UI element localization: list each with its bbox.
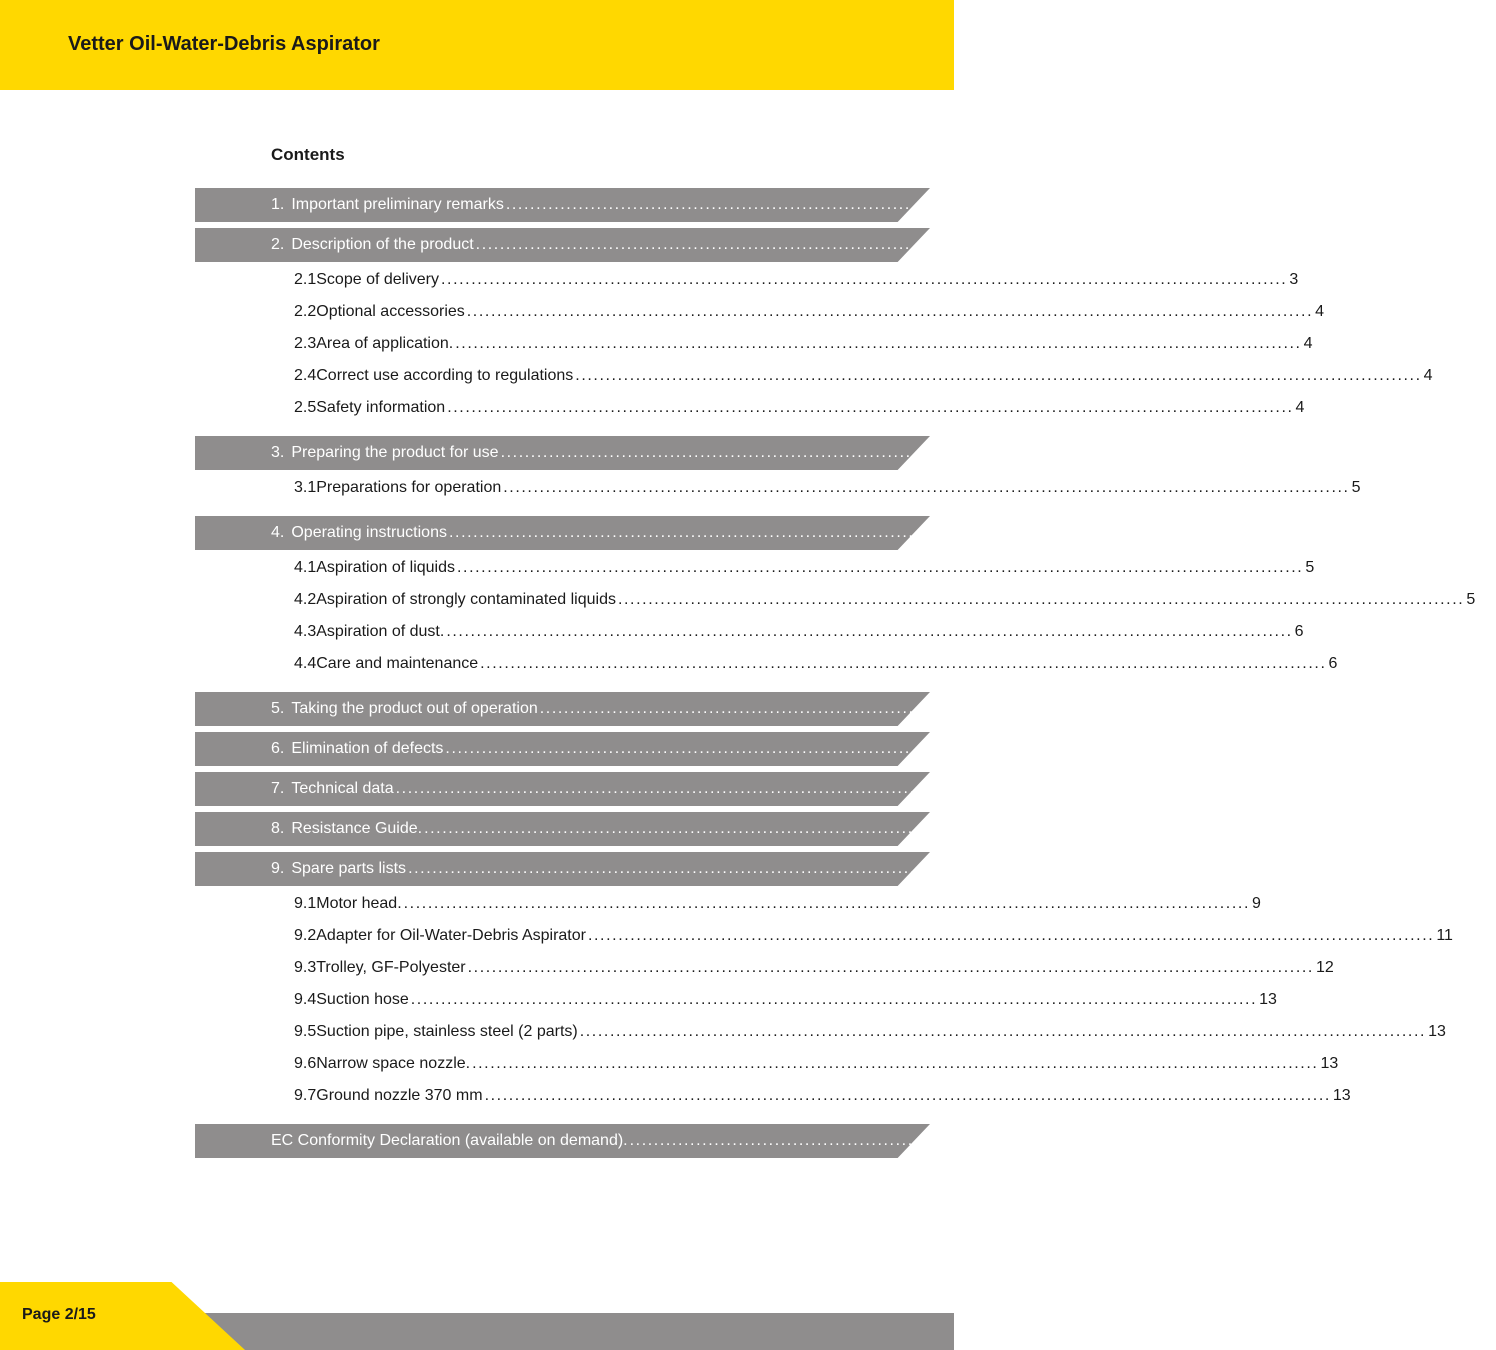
page-number: Page 2/15 xyxy=(22,1306,96,1323)
toc-entry-number: 9.1 xyxy=(294,895,317,912)
dot-leader: ............................................................................................................................................ xyxy=(447,399,1294,416)
toc-entry-page: 5 xyxy=(1466,591,1476,608)
toc-entry-page: 4 xyxy=(1423,367,1433,384)
toc-entry-line xyxy=(294,616,1304,648)
toc-entry-title: Aspiration of dust. xyxy=(316,623,445,640)
toc-entry-title: Spare parts lists xyxy=(291,860,407,877)
toc-entry-title: Care and maintenance xyxy=(316,655,479,672)
toc-entry-line xyxy=(271,436,1358,470)
toc-entry-line xyxy=(271,692,1397,726)
toc-entry-number: 2. xyxy=(271,236,285,253)
toc-entry-line xyxy=(271,812,1282,846)
dot-leader: ............................................................................................................................................ xyxy=(503,479,1350,496)
toc-entry-line xyxy=(294,360,1433,392)
toc-entry-line xyxy=(294,584,1476,616)
toc-entry-number: 9.4 xyxy=(294,991,317,1008)
toc-entry-line xyxy=(294,920,1453,952)
dot-leader: ............................................................................................................................................ xyxy=(500,444,1347,461)
toc-entry-page: 3 xyxy=(1289,271,1299,288)
toc-entry-number: 9.5 xyxy=(294,1023,317,1040)
toc-entry-line xyxy=(271,228,1333,262)
toc-entry-page: 12 xyxy=(1315,959,1334,976)
dot-leader: ............................................................................................................................................ xyxy=(445,740,1292,757)
toc-entry-page: 13 xyxy=(1320,1055,1339,1072)
dot-leader: ............................................................................................................................................ xyxy=(629,1132,1476,1149)
toc-entry-number: 4.4 xyxy=(294,655,317,672)
dot-leader: ............................................................................................................................................ xyxy=(587,927,1435,944)
toc-entry-number: 2.5 xyxy=(294,399,317,416)
toc-entry-number: 9.7 xyxy=(294,1087,317,1104)
dot-leader: ............................................................................................................................................ xyxy=(440,271,1288,288)
toc-entry-number: 4.3 xyxy=(294,623,317,640)
toc-entry-page: 5 xyxy=(1305,559,1315,576)
toc-entry-line xyxy=(271,852,1266,886)
toc-entry-page: 13 xyxy=(1332,1087,1351,1104)
toc-entry-title: Narrow space nozzle. xyxy=(316,1055,471,1072)
toc-entry-line xyxy=(294,1048,1339,1080)
dot-leader: ............................................................................................................................................ xyxy=(480,655,1327,672)
toc-entry-number: 3. xyxy=(271,444,285,461)
dot-leader: ............................................................................................................................................ xyxy=(457,559,1304,576)
toc-entry-number: 8. xyxy=(271,820,285,837)
dot-leader: ............................................................................................................................................ xyxy=(617,591,1465,608)
dot-leader: ............................................................................................................................................ xyxy=(403,895,1250,912)
toc-entry-number: 4.1 xyxy=(294,559,317,576)
contents-heading: Contents xyxy=(271,145,345,164)
toc-entry-title: Safety information xyxy=(316,399,446,416)
toc-entry-title: Suction pipe, stainless steel (2 parts) xyxy=(316,1023,578,1040)
dot-leader: ............................................................................................................................................ xyxy=(466,303,1314,320)
toc-entry-line xyxy=(294,952,1334,984)
toc-entry-title: Technical data xyxy=(291,780,394,797)
dot-leader: ............................................................................................................................................ xyxy=(455,335,1302,352)
toc-entry-page: 5 xyxy=(1348,444,1358,461)
toc-entry-number: 2.3 xyxy=(294,335,317,352)
toc-entry-line xyxy=(271,516,1307,550)
toc-entry-title: Adapter for Oil-Water-Debris Aspirator xyxy=(316,927,586,944)
toc-entry-number: 3.1 xyxy=(294,479,317,496)
toc-entry-number: 2.2 xyxy=(294,303,317,320)
toc-entry-page: 11 xyxy=(1436,927,1453,944)
toc-entry-page: 13 xyxy=(1428,1023,1446,1040)
dot-leader: ............................................................................................................................................ xyxy=(505,196,1353,213)
toc-entry-page: 7 xyxy=(1293,740,1303,757)
toc-entry-number: 6. xyxy=(271,740,285,757)
toc-entry-line xyxy=(294,888,1261,920)
toc-entry-page: 6 xyxy=(1328,655,1338,672)
toc-entry-title: Aspiration of liquids xyxy=(316,559,455,576)
dot-leader: ............................................................................................................................................ xyxy=(467,959,1314,976)
toc-entry-page: 6 xyxy=(1294,623,1304,640)
dot-leader: ............................................................................................................................................ xyxy=(475,236,1323,253)
toc-entry-page: 14 xyxy=(1477,1132,1496,1149)
toc-entry-page: 4 xyxy=(1315,303,1325,320)
toc-entry-number: 2.4 xyxy=(294,367,317,384)
toc-entry-title: Scope of delivery xyxy=(316,271,439,288)
toc-entry-number: 9. xyxy=(271,860,285,877)
toc-entry-number: 7. xyxy=(271,780,285,797)
toc-entry-page: 8 xyxy=(1272,820,1282,837)
toc-entry-line xyxy=(271,188,1364,222)
dot-leader: ............................................................................................................................................ xyxy=(579,1023,1427,1040)
toc-entry-page: 4 xyxy=(1303,335,1313,352)
toc-entry-page: 7 xyxy=(1243,780,1253,797)
toc-entry-line xyxy=(271,732,1303,766)
toc-entry-title: Elimination of defects xyxy=(291,740,444,757)
toc-entry-title: Description of the product xyxy=(291,236,474,253)
toc-entry-title: Preparations for operation xyxy=(316,479,502,496)
toc-entry-title: Preparing the product for use xyxy=(291,444,499,461)
toc-entry-line xyxy=(294,1080,1351,1112)
toc-entry-title: Important preliminary remarks xyxy=(291,196,504,213)
toc-entry-page: 13 xyxy=(1259,991,1277,1008)
dot-leader: ............................................................................................................................................ xyxy=(575,367,1422,384)
toc-entry-title: EC Conformity Declaration (available on demand). xyxy=(271,1132,628,1149)
toc-entry-number: 9.6 xyxy=(294,1055,317,1072)
toc-entry-line xyxy=(294,472,1361,504)
toc-entry-number: 5. xyxy=(271,700,285,717)
toc-entry-title: Trolley, GF-Polyester xyxy=(316,959,466,976)
dot-leader: ............................................................................................................................................ xyxy=(410,991,1258,1008)
document-title: Vetter Oil-Water-Debris Aspirator xyxy=(68,33,380,55)
dot-leader: ............................................................................................................................................ xyxy=(448,524,1296,541)
toc-entry-number: 4. xyxy=(271,524,285,541)
toc-entry-page: 5 xyxy=(1297,524,1307,541)
toc-entry-number: 4.2 xyxy=(294,591,317,608)
toc-entry-line xyxy=(294,296,1325,328)
toc-entry-title: Correct use according to regulations xyxy=(316,367,574,384)
toc-entry-title: Taking the product out of operation xyxy=(291,700,538,717)
toc-entry-page: 5 xyxy=(1351,479,1361,496)
toc-entry-title: Ground nozzle 370 mm xyxy=(316,1087,483,1104)
toc-entry-number: 1. xyxy=(271,196,285,213)
dot-leader: ............................................................................................................................................ xyxy=(408,860,1255,877)
toc-entry-title: Operating instructions xyxy=(291,524,447,541)
toc-entry-page: 9 xyxy=(1251,895,1261,912)
dot-leader: ............................................................................................................................................ xyxy=(446,623,1293,640)
toc-entry-title: Motor head. xyxy=(316,895,402,912)
toc-entry-number: 9.3 xyxy=(294,959,317,976)
page-header xyxy=(0,0,954,90)
toc-entry-page: 6 xyxy=(1388,700,1397,717)
toc-entry-line xyxy=(271,772,1253,806)
dot-leader: ............................................................................................................................................ xyxy=(424,820,1271,837)
toc-entry-page: 8 xyxy=(1256,860,1266,877)
dot-leader: ............................................................................................................................................ xyxy=(395,780,1242,797)
toc-entry-title: Optional accessories xyxy=(316,303,465,320)
toc-entry-number: 9.2 xyxy=(294,927,317,944)
toc-entry-line xyxy=(294,264,1299,296)
toc-entry-line xyxy=(294,392,1305,424)
toc-entry-title: Aspiration of strongly contaminated liquids xyxy=(316,591,616,608)
dot-leader: ............................................................................................................................................ xyxy=(539,700,1387,717)
dot-leader: ............................................................................................................................................ xyxy=(484,1087,1331,1104)
toc-entry-page: 4 xyxy=(1295,399,1305,416)
dot-leader: ............................................................................................................................................ xyxy=(472,1055,1319,1072)
toc-entry-page: 3 xyxy=(1354,196,1364,213)
toc-entry-number: 2.1 xyxy=(294,271,317,288)
toc-entry-line xyxy=(294,1016,1446,1048)
toc-entry-title: Suction hose xyxy=(316,991,409,1008)
toc-entry-page: 3 xyxy=(1324,236,1333,253)
toc-entry-title: Area of application. xyxy=(316,335,454,352)
toc-entry-line xyxy=(294,328,1313,360)
toc-entry-line xyxy=(294,648,1338,680)
toc-entry-line xyxy=(294,552,1315,584)
toc-entry-title: Resistance Guide. xyxy=(291,820,423,837)
toc-entry-line xyxy=(294,984,1277,1016)
toc-entry-line xyxy=(271,1124,1496,1158)
